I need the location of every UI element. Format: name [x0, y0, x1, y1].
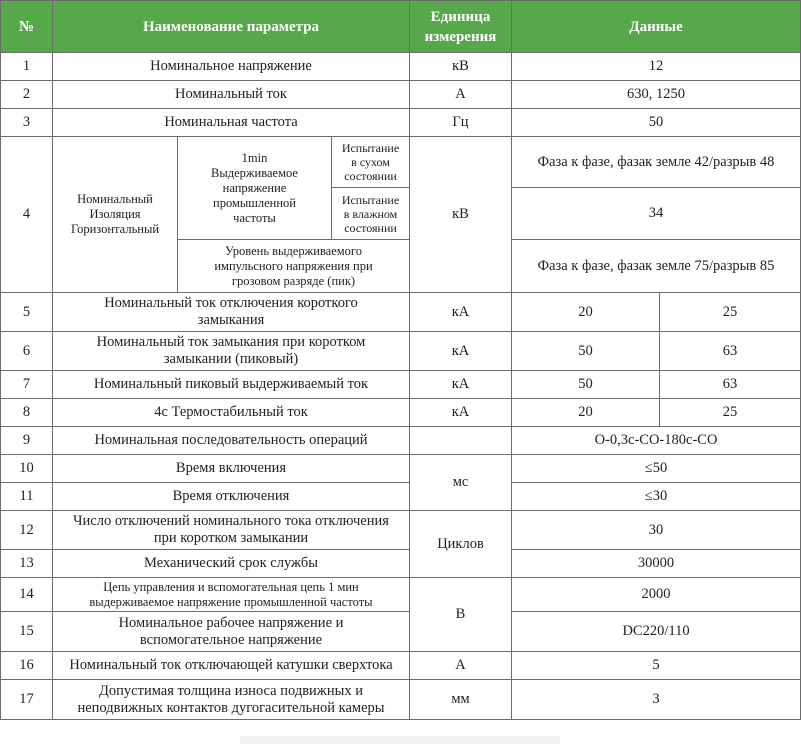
param-value-2: 63	[660, 332, 801, 371]
header-unit: Единица измерения	[410, 1, 512, 53]
impulse-withstand-label: Уровень выдерживаемого импульсного напряжения при грозовом разряде (пик)	[178, 240, 410, 293]
header-data: Данные	[512, 1, 801, 53]
param-unit: А	[410, 652, 512, 680]
param-value: 3	[512, 680, 801, 720]
power-frequency-withstand-label: 1min Выдерживаемое напряжение промышленной частоты	[178, 137, 332, 240]
param-value: ≤30	[512, 483, 801, 511]
row-number: 8	[1, 399, 53, 427]
param-unit: Гц	[410, 109, 512, 137]
param-value: 30	[512, 511, 801, 550]
row-number: 14	[1, 578, 53, 612]
table-row	[1, 399, 801, 427]
param-name: Число отключений номинального тока отключения при коротком замыкании	[53, 511, 410, 550]
row-number: 17	[1, 680, 53, 720]
table-row	[1, 680, 801, 720]
row-number: 15	[1, 612, 53, 652]
param-name: Допустимая толщина износа подвижных и неподвижных контактов дугогасительной камеры	[53, 680, 410, 720]
wet-test-label: Испытание в влажном состоянии	[332, 188, 410, 240]
header-name: Наименование параметра	[53, 1, 410, 53]
row-number: 12	[1, 511, 53, 550]
param-value: 50	[512, 109, 801, 137]
dry-test-label: Испытание в сухом состоянии	[332, 137, 410, 188]
table-row	[1, 427, 801, 455]
param-name: Номинальное напряжение	[53, 53, 410, 81]
table-row	[1, 371, 801, 399]
row-number: 1	[1, 53, 53, 81]
param-name: Номинальное рабочее напряжение и вспомогательное напряжение	[53, 612, 410, 652]
param-name: Номинальный ток отключающей катушки сверхтока	[53, 652, 410, 680]
param-value-1: 20	[512, 399, 660, 427]
param-unit: кВ	[410, 53, 512, 81]
table-row	[1, 293, 801, 332]
param-value: 12	[512, 53, 801, 81]
param-unit: мс	[410, 455, 512, 511]
insulation-group-label: Номинальный Изоляция Горизонтальный	[53, 137, 178, 293]
param-value-1: 50	[512, 371, 660, 399]
param-name: Номинальная частота	[53, 109, 410, 137]
param-unit: мм	[410, 680, 512, 720]
table-row	[1, 652, 801, 680]
header-row	[1, 1, 801, 53]
param-value-1: 50	[512, 332, 660, 371]
param-unit: кА	[410, 399, 512, 427]
row-number: 16	[1, 652, 53, 680]
row-number: 5	[1, 293, 53, 332]
table-row	[1, 511, 801, 550]
param-unit: В	[410, 578, 512, 652]
param-value: О-0,3с-СО-180с-СО	[512, 427, 801, 455]
param-value: 30000	[512, 550, 801, 578]
param-unit: кВ	[410, 137, 512, 293]
param-value-2: 63	[660, 371, 801, 399]
param-value-wet: 34	[512, 188, 801, 240]
table-row	[1, 332, 801, 371]
param-unit: кА	[410, 371, 512, 399]
param-name: Номинальный пиковый выдерживаемый ток	[53, 371, 410, 399]
param-unit: А	[410, 81, 512, 109]
param-value: 630, 1250	[512, 81, 801, 109]
param-value-2: 25	[660, 293, 801, 332]
row-number: 3	[1, 109, 53, 137]
param-value-2: 25	[660, 399, 801, 427]
param-name: Номинальный ток	[53, 81, 410, 109]
row-number: 13	[1, 550, 53, 578]
table-row	[1, 612, 801, 652]
scroll-strip	[240, 736, 560, 744]
param-name: Номинальный ток отключения короткого замыкания	[53, 293, 410, 332]
param-name: Механический срок службы	[53, 550, 410, 578]
row-number: 10	[1, 455, 53, 483]
param-name: Номинальная последовательность операций	[53, 427, 410, 455]
param-name: Номинальный ток замыкания при коротком замыкании (пиковый)	[53, 332, 410, 371]
param-value-1: 20	[512, 293, 660, 332]
param-value-impulse: Фаза к фазе, фазак земле 75/разрыв 85	[512, 240, 801, 293]
table-row	[1, 483, 801, 511]
row-number: 2	[1, 81, 53, 109]
param-name: Время включения	[53, 455, 410, 483]
param-unit: кА	[410, 293, 512, 332]
table-row	[1, 455, 801, 483]
param-value-dry: Фаза к фазе, фазак земле 42/разрыв 48	[512, 137, 801, 188]
table-row	[1, 578, 801, 612]
param-unit	[410, 427, 512, 455]
row-number: 7	[1, 371, 53, 399]
table-row	[1, 137, 801, 188]
param-name: Время отключения	[53, 483, 410, 511]
param-name: 4с Термостабильный ток	[53, 399, 410, 427]
table-row	[1, 109, 801, 137]
row-number: 11	[1, 483, 53, 511]
header-num: №	[1, 1, 53, 53]
param-unit: Циклов	[410, 511, 512, 578]
table-row	[1, 81, 801, 109]
param-value: ≤50	[512, 455, 801, 483]
param-unit: кА	[410, 332, 512, 371]
table-row	[1, 550, 801, 578]
table-row	[1, 53, 801, 81]
row-number: 9	[1, 427, 53, 455]
row-number: 6	[1, 332, 53, 371]
row-number: 4	[1, 137, 53, 293]
param-value: 5	[512, 652, 801, 680]
param-value: 2000	[512, 578, 801, 612]
param-name: Цепь управления и вспомогательная цепь 1 мин выдерживаемое напряжение промышленной частоты	[53, 578, 410, 612]
param-value: DC220/110	[512, 612, 801, 652]
